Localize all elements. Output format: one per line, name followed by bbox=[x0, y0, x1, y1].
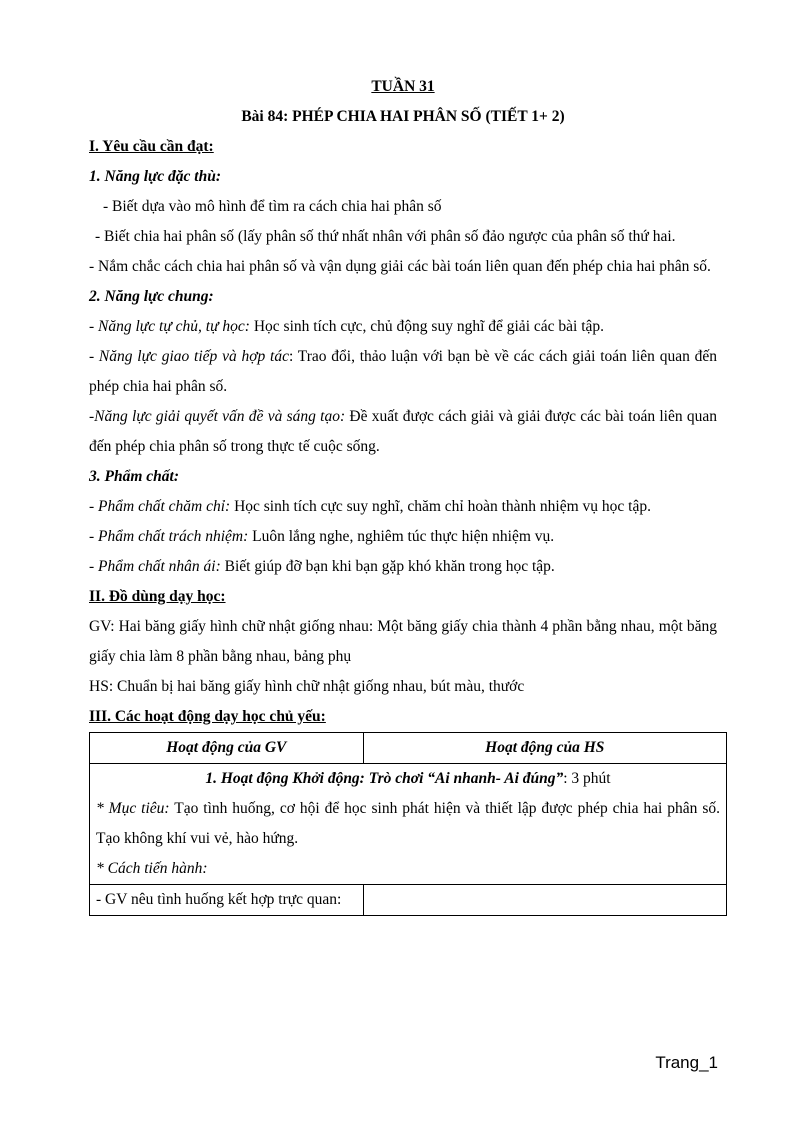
goal-text: Tạo tình huống, cơ hội để học sinh phát hiện và thiết lập được phép chia hai phân số. Tạo không khí vui vẻ, hào hứng. bbox=[96, 800, 721, 847]
subsection-3-heading: 3. Phẩm chất: bbox=[89, 468, 179, 485]
activity-time: : 3 phút bbox=[563, 770, 611, 787]
activity-title bbox=[96, 764, 720, 794]
section-3-heading: III. Các hoạt động dạy học chủ yếu: bbox=[89, 708, 326, 725]
document-page bbox=[89, 72, 721, 916]
text-line bbox=[89, 522, 717, 552]
page-number: Trang_1 bbox=[655, 1053, 718, 1072]
text-line bbox=[89, 552, 717, 582]
text-line bbox=[89, 402, 717, 462]
method-label: * Cách tiến hành: bbox=[96, 860, 208, 877]
text-line: GV: Hai băng giấy hình chữ nhật giống nhau: Một băng giấy chia thành 4 phần bằng nhau, một băng giấy chia làm 8 phần bằng nhau, bảng phụ bbox=[89, 618, 717, 665]
text-line bbox=[89, 342, 717, 402]
item-label: -Năng lực giải quyết vấn đề và sáng tạo: bbox=[89, 408, 346, 425]
item-text: Biết giúp đỡ bạn khi bạn gặp khó khăn trong học tập. bbox=[220, 558, 555, 575]
subsection-2-heading: 2. Năng lực chung: bbox=[89, 288, 214, 305]
goal-label: * Mục tiêu: bbox=[96, 800, 170, 817]
gv-cell: - GV nêu tình huống kết hợp trực quan: bbox=[90, 885, 364, 916]
item-label: - Phẩm chất chăm chỉ: bbox=[89, 498, 231, 515]
hs-cell bbox=[363, 885, 726, 916]
table-row bbox=[90, 764, 727, 885]
item-label: - Năng lực giao tiếp và hợp tác bbox=[89, 348, 289, 365]
item-label: - Năng lực tự chủ, tự học: bbox=[89, 318, 250, 335]
text-line: - Biết chia hai phân số (lấy phân số thứ nhất nhân với phân số đảo ngược của phân số thứ hai. bbox=[95, 228, 676, 245]
activity-table bbox=[89, 732, 727, 916]
section-2-heading: II. Đồ dùng dạy học: bbox=[89, 588, 226, 605]
text-line bbox=[89, 492, 717, 522]
text-line: - Biết dựa vào mô hình để tìm ra cách chia hai phân số bbox=[103, 198, 442, 215]
column-header-hs: Hoạt động của HS bbox=[363, 733, 726, 764]
table-row bbox=[90, 885, 727, 916]
text-line bbox=[89, 312, 717, 342]
column-header-gv: Hoạt động của GV bbox=[90, 733, 364, 764]
activity-name: 1. Hoạt động Khởi động: Trò chơi “Ai nhanh- Ai đúng” bbox=[205, 770, 564, 787]
subsection-1-heading: 1. Năng lực đặc thù: bbox=[89, 168, 221, 185]
activity-goal bbox=[96, 794, 720, 854]
item-text: : Trao đổi, thảo luận với bạn bè về các cách giải toán liên quan đến phép chia hai phân số. bbox=[89, 348, 717, 395]
item-text: Học sinh tích cực, chủ động suy nghĩ để giải các bài tập. bbox=[249, 318, 605, 335]
week-title: TUẦN 31 bbox=[371, 78, 435, 95]
item-label: - Phẩm chất trách nhiệm: bbox=[89, 528, 249, 545]
text-line: HS: Chuẩn bị hai băng giấy hình chữ nhật giống nhau, bút màu, thước bbox=[89, 678, 525, 695]
section-1-heading: I. Yêu cầu cần đạt: bbox=[89, 138, 214, 155]
table-header-row bbox=[90, 733, 727, 764]
item-text: Luôn lắng nghe, nghiêm túc thực hiện nhiệm vụ. bbox=[248, 528, 555, 545]
item-label: - Phẩm chất nhân ái: bbox=[89, 558, 221, 575]
item-text: Học sinh tích cực suy nghĩ, chăm chỉ hoàn thành nhiệm vụ học tập. bbox=[230, 498, 651, 515]
lesson-title: Bài 84: PHÉP CHIA HAI PHÂN SỐ (TIẾT 1+ 2) bbox=[241, 108, 565, 125]
item-text: Đề xuất được cách giải và giải được các bài toán liên quan đến phép chia phân số trong thực tế cuộc sống. bbox=[89, 408, 717, 455]
text-line: - Nắm chắc cách chia hai phân số và vận dụng giải các bài toán liên quan đến phép chia hai phân số. bbox=[89, 258, 711, 275]
activity-cell bbox=[90, 764, 727, 885]
